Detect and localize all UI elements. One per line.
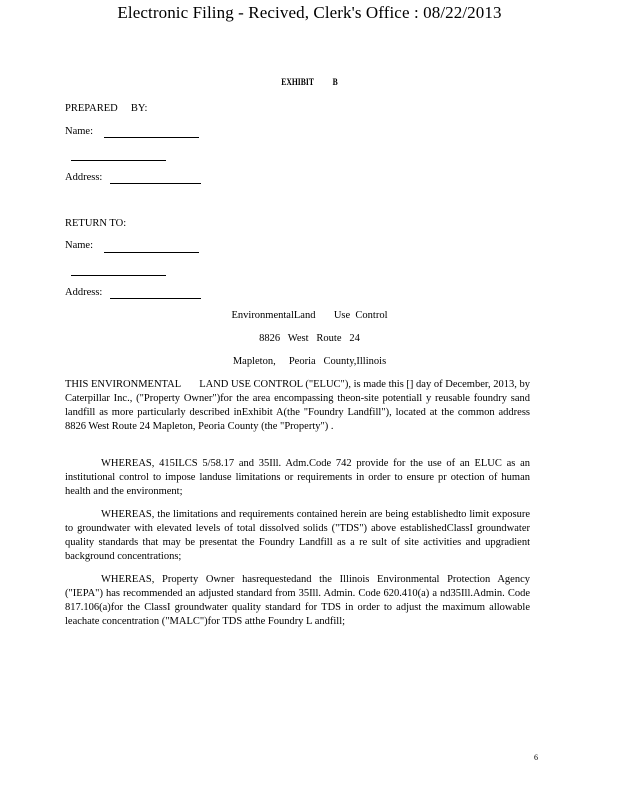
return-to-heading: RETURN TO: xyxy=(65,218,127,229)
exhibit-word: EXHIBIT xyxy=(281,77,314,87)
return-to-address-label: Address: xyxy=(65,287,103,298)
paragraph-whereas-3: WHEREAS, Property Owner hasrequestedand the Illinois Environmental Protection Agency ("IEPA") has recommended an adjusted standard from 35Ill. Admin. Code 620.410(a) a nd35Ill.Admin. Code 817.106(a)for the ClassI groundwater quality standard for TDS in order to adjust the maximum allowable leachate concentration ("MALC")for TDS atthe Foundry L andfill; xyxy=(65,574,530,627)
return-to-name-blank xyxy=(104,252,199,253)
prepared-by-address-label: Address: xyxy=(65,172,103,183)
return-to-address-blank xyxy=(110,298,201,299)
exhibit-label xyxy=(46,77,572,87)
prepared-by-address-blank xyxy=(110,183,201,184)
paragraph-whereas-2: WHEREAS, the limitations and requirements contained herein are being establishedto limit exposure to groundwater with elevated levels of total dissolved solids ("TDS") above establishedClassI groundwater quality standards that may be presentat the Foundry Landfill as a re sult of site activities and upgradient background concentrations; xyxy=(65,509,530,562)
prepared-by-name-label: Name: xyxy=(65,126,93,137)
page-number: 6 xyxy=(534,753,538,762)
filing-header: Electronic Filing - Recived, Clerk's Office : 08/22/2013 xyxy=(117,3,502,22)
title-line-2: 8826 West Route 24 xyxy=(259,333,360,344)
prepared-by-name-blank-2 xyxy=(71,160,166,161)
paragraph-whereas-1: WHEREAS, 415ILCS 5/58.17 and 35Ill. Adm.Code 742 provide for the use of an ELUC as an institutional control to impose landuse limitations or requirements in order to ensure pr otection of human health and the environment; xyxy=(65,458,530,497)
title-line-3: Mapleton, Peoria County,Illinois xyxy=(232,356,387,367)
title-line-1: EnvironmentalLand Use Control xyxy=(231,310,388,321)
exhibit-letter: B xyxy=(332,77,338,87)
paragraph-intro: THIS ENVIRONMENTAL LAND USE CONTROL ("ELUC"), is made this [] day of December, 2013, by Caterpillar Inc., ("Property Owner")for the area encompassing theon-site potentiall y reusable foundry sand landfill as more particularly described inExhibit A(the "Foundry Landfill"), located at the common address 8826 West Route 24 Mapleton, Peoria County (the "Property") . xyxy=(65,379,533,432)
prepared-by-name-blank xyxy=(104,137,199,138)
return-to-name-label: Name: xyxy=(65,240,93,251)
return-to-name-blank-2 xyxy=(71,275,166,276)
prepared-by-heading: PREPARED BY: xyxy=(65,103,148,114)
